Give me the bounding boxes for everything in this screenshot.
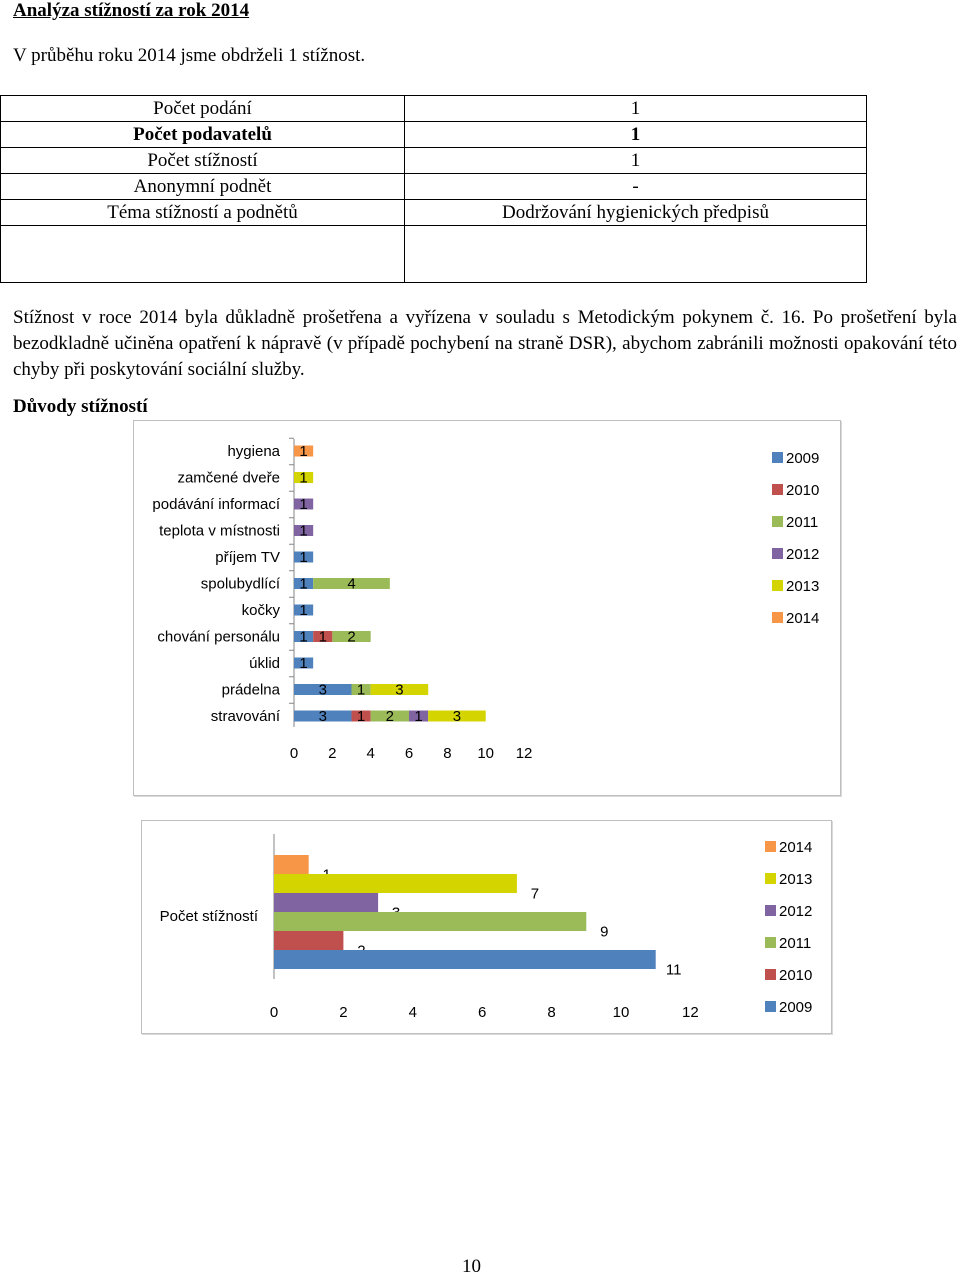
category-label: úklid [249,655,280,672]
data-label: 1 [356,708,366,725]
legend-label: 2010 [779,967,813,984]
legend-label: 2010 [786,482,820,499]
data-label: 1 [299,469,308,487]
table-cell-label: Počet stížností [1,148,405,174]
legend-swatch [765,1001,776,1012]
category-label: podávání informací [152,496,280,513]
legend-label: 2011 [779,935,812,952]
data-label: 2 [385,708,395,725]
x-tick-label: 12 [682,1004,699,1021]
count-chart-frame [141,820,832,1034]
data-label: 1 [299,522,308,540]
x-tick-label: 8 [547,1004,556,1021]
data-label: 1 [299,575,308,593]
table-cell-value: Dodržování hygienických předpisů [405,200,867,226]
legend-label: 2012 [779,903,813,920]
category-label: spolubydlící [200,575,280,593]
x-tick-label: 0 [269,1004,279,1021]
data-label: 9 [600,923,609,941]
legend-swatch [765,841,776,852]
x-tick-label: 6 [478,1004,487,1021]
table-row [1,200,867,226]
category-label: hygiena [227,443,280,460]
complaints-count-chart [142,821,831,1033]
data-label: 1 [299,443,308,460]
table-cell-empty [1,226,405,283]
body-paragraph [13,305,957,383]
bar [274,893,378,912]
table-cell-empty [405,226,867,283]
table-row [1,96,867,122]
bar [274,874,517,893]
bar [274,912,586,931]
table-row [1,174,867,200]
x-tick-label: 8 [443,745,452,762]
table-cell-value: 1 [405,122,867,148]
data-label: 3 [452,708,462,725]
category-label: stravování [210,708,280,725]
table-row [1,226,867,283]
data-label: 3 [318,708,327,725]
summary-table [0,95,867,283]
x-tick-label: 12 [515,745,533,762]
page-title: Analýza stížností za rok 2014 [13,0,250,21]
legend-swatch [765,873,776,884]
table-cell-label: Téma stížností a podnětů [1,200,405,226]
table-cell-value: - [405,174,867,200]
category-label: prádelna [221,681,280,699]
data-label: 3 [395,681,404,699]
table-cell-label: Počet podání [1,96,405,122]
legend-swatch [765,905,776,916]
paragraph-line: zabránili možnosti opakování této chyby při poskytování sociální služby. [13,333,957,380]
data-label: 7 [530,885,540,903]
x-tick-label: 2 [339,1004,348,1021]
paragraph-line: Stížnost v roce 2014 byla důkladně prošetřena a vyřízena v souladu s Metodickým pokynem č. 16. Po [13,307,833,328]
legend-label: 2013 [786,578,820,595]
page-number: 10 [462,1256,481,1277]
x-tick-label: 4 [408,1004,417,1021]
x-tick-label: 10 [612,1004,630,1021]
category-label: chování personálu [157,628,280,646]
data-label: 1 [299,549,308,566]
data-label: 1 [318,628,327,646]
legend-swatch [765,969,776,980]
x-tick-label: 0 [289,745,299,762]
legend-swatch [772,516,783,527]
data-label: 1 [299,628,308,646]
data-label: 4 [347,575,356,593]
legend-swatch [772,612,783,623]
data-label: 1 [299,496,308,513]
legend-label: 2013 [779,871,813,888]
bar [274,855,309,874]
data-label: 3 [318,681,327,699]
section-title: Důvody stížností [13,396,148,417]
table-row [1,122,867,148]
paragraph-line: prošetření byla bezodkladně učiněna opatření k nápravě (v případě pochybení na straně DSR), abychom [13,307,957,354]
category-label: příjem TV [215,549,280,566]
legend-swatch [772,580,783,591]
table-cell-label: Anonymní podnět [1,174,405,200]
category-label: zamčené dveře [177,469,280,487]
table-cell-value: 1 [405,96,867,122]
bar [274,931,343,950]
data-label: 1 [299,655,308,672]
data-label: 1 [356,681,366,699]
legend-swatch [772,484,783,495]
x-tick-label: 10 [477,745,495,762]
bar [274,950,656,969]
legend-label: 2014 [779,839,813,856]
category-label: teplota v místnosti [159,522,280,540]
data-label: 1 [299,602,308,619]
table-cell-value: 1 [405,148,867,174]
legend-label: 2011 [786,514,819,531]
category-label: Počet stížností [159,908,258,925]
x-tick-label: 6 [404,745,414,762]
legend-swatch [772,548,783,559]
intro-text: V průběhu roku 2014 jsme obdrželi 1 stížnost. [13,45,366,66]
legend-label: 2009 [779,999,813,1016]
x-tick-label: 4 [366,745,375,762]
legend-swatch [765,937,776,948]
legend-swatch [772,452,783,463]
data-label: 2 [347,628,356,646]
data-label: 11 [665,961,682,979]
legend-label: 2009 [786,450,820,467]
reasons-chart [134,421,840,795]
category-label: kočky [241,602,280,619]
table-row [1,148,867,174]
table-cell-label: Počet podavatelů [1,122,405,148]
legend-label: 2012 [786,546,820,563]
reasons-chart-frame [133,420,841,796]
x-tick-label: 2 [328,745,337,762]
legend-label: 2014 [786,610,820,627]
data-label: 1 [414,708,423,725]
